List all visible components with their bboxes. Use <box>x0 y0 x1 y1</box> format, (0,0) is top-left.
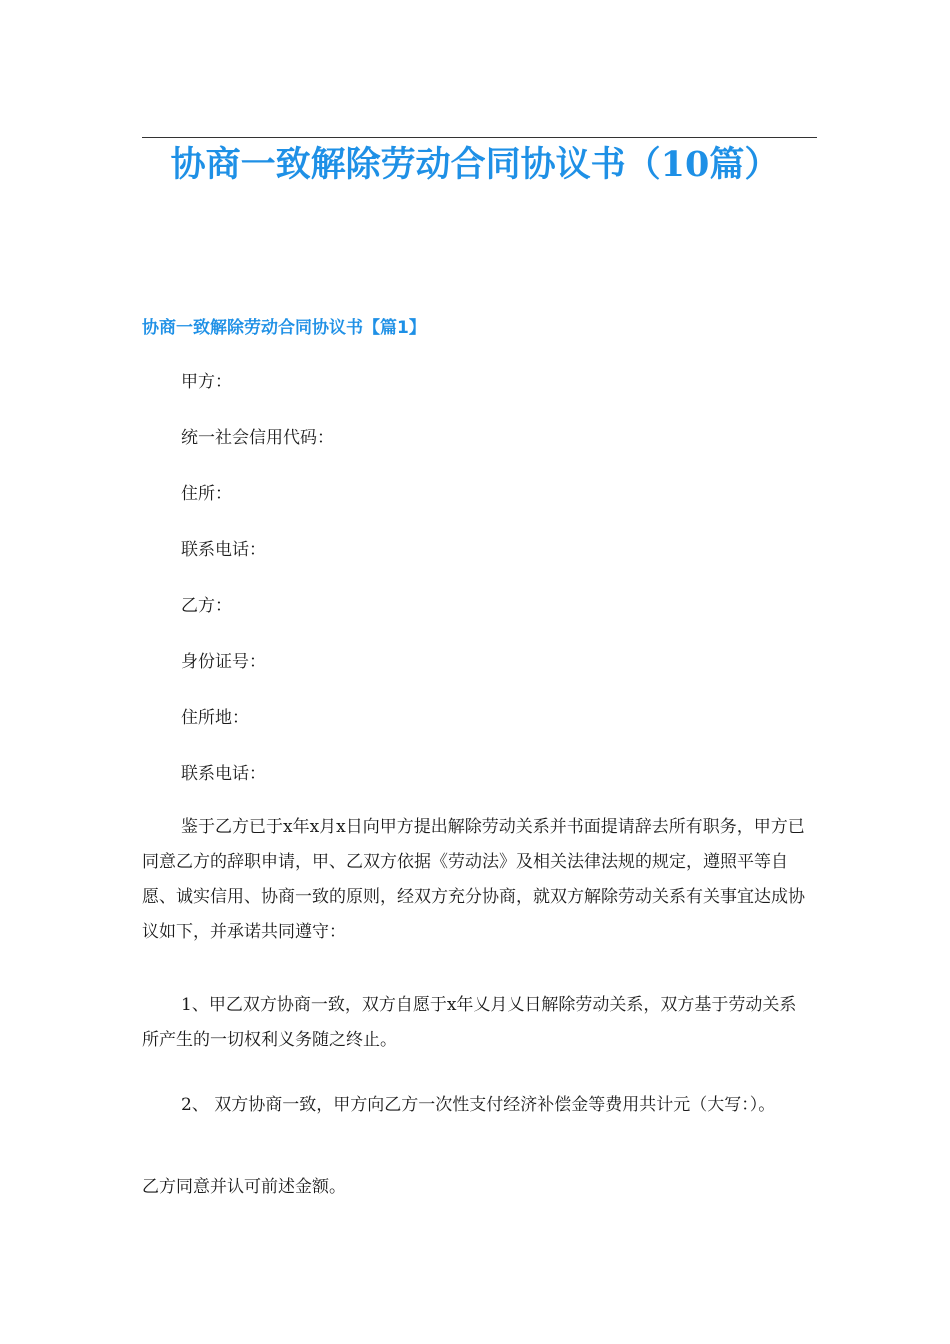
field-id-number: 身份证号： <box>181 652 266 672</box>
field-phone-a: 联系电话： <box>181 540 266 560</box>
agreement-line: 乙方同意并认可前述金额。 <box>142 1177 346 1197</box>
field-phone-b: 联系电话： <box>181 764 266 784</box>
field-credit-code: 统一社会信用代码： <box>181 428 334 448</box>
document-title: 协商一致解除劳动合同协议书（10篇） <box>170 144 780 185</box>
intro-paragraph: 鉴于乙方已于x年x月x日向甲方提出解除劳动关系并书面提请辞去所有职务，甲方已同意乙方的辞职申请，甲、乙双方依据《劳动法》及相关法律法规的规定，遵照平等自愿、诚实信用、协商一致的原则，经双方充分协商，就双方解除劳动关系有关事宜达成协议如下，并承诺共同遵守： <box>142 817 805 942</box>
field-address-a: 住所： <box>181 484 232 504</box>
clause-2-paragraph: 2、 双方协商一致，甲方向乙方一次性支付经济补偿金等费用共计元（大写：）。 <box>181 1095 776 1115</box>
field-address-b: 住所地： <box>181 708 249 728</box>
title-top-rule <box>142 137 817 138</box>
field-party-b: 乙方： <box>181 596 232 616</box>
clause-1-paragraph: 1、甲乙双方协商一致，双方自愿于x年乂月乂日解除劳动关系，双方基于劳动关系所产生的一切权利义务随之终止。 <box>142 995 797 1050</box>
section-heading: 协商一致解除劳动合同协议书【篇1】 <box>142 318 426 338</box>
field-party-a: 甲方： <box>181 372 232 392</box>
